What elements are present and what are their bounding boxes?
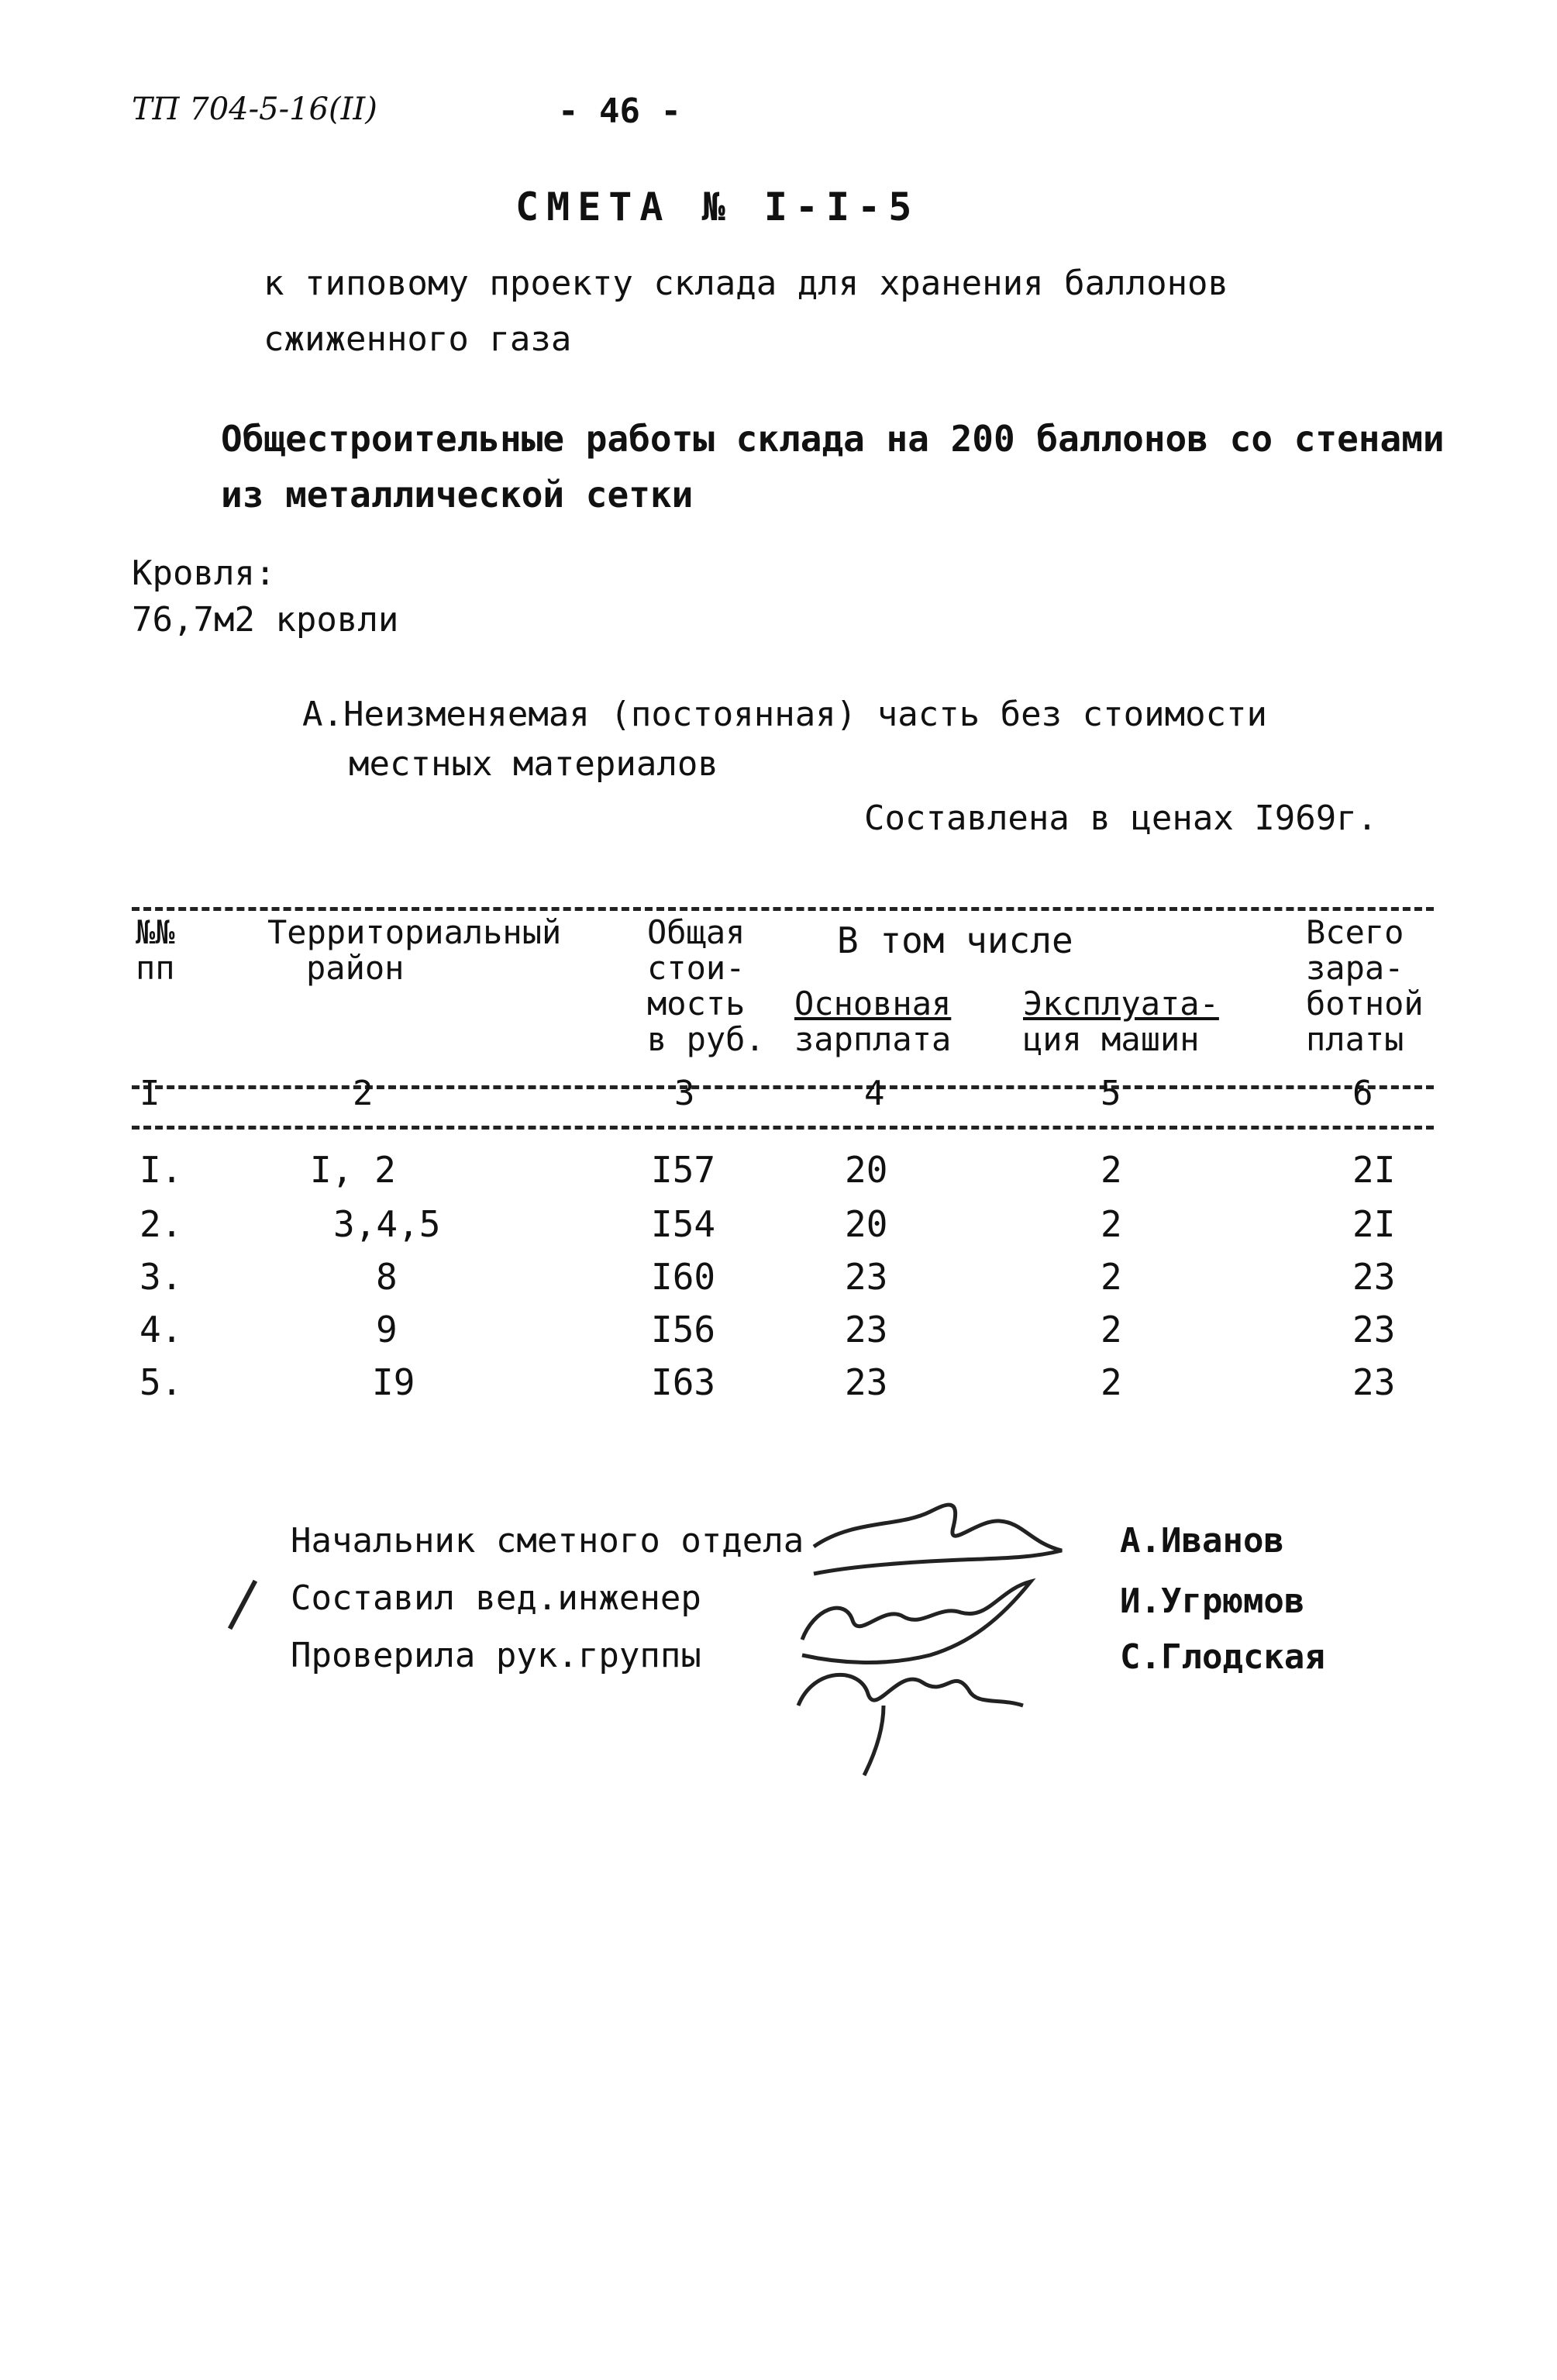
cell-salary: 2I — [1352, 1149, 1396, 1191]
cell-machines: 2 — [1101, 1309, 1122, 1350]
cell-num: 5. — [140, 1361, 183, 1403]
cell-total: I57 — [651, 1149, 716, 1191]
column-number: 3 — [674, 1074, 695, 1113]
work-title: Общестроительные работы склада на 200 баллонов со стенами из металлической сетки — [221, 418, 1445, 516]
table-row — [0, 1361, 1557, 1412]
cell-district: 8 — [376, 1256, 398, 1298]
section-line-2: местных материалов — [349, 744, 718, 784]
cell-num: 3. — [140, 1256, 183, 1298]
signature-role: Начальник сметного отдела — [291, 1521, 804, 1561]
column-number: 4 — [864, 1074, 885, 1113]
cell-total: I63 — [651, 1361, 716, 1403]
cell-num: 2. — [140, 1203, 183, 1245]
cell-salary: 23 — [1352, 1361, 1396, 1403]
slash-mark — [228, 1580, 257, 1630]
cell-district: I, 2 — [310, 1149, 396, 1191]
header-num: №№ пп — [136, 913, 175, 987]
signature-name: С.Глодская — [1120, 1637, 1325, 1677]
signature-role: Проверила рук.группы — [291, 1636, 701, 1675]
header-including: В том числе — [837, 919, 1073, 961]
cell-salary: 23 — [1352, 1309, 1396, 1350]
cell-salary: 23 — [1352, 1256, 1396, 1298]
cell-total: I54 — [651, 1203, 716, 1245]
cell-base: 23 — [845, 1309, 888, 1350]
cell-district: 9 — [376, 1309, 398, 1350]
section-line-1: А.Неизменяемая (постоянная) часть без стоимости — [302, 695, 1268, 734]
table-row — [0, 1256, 1557, 1307]
document-code: ТП 704-5-16(II) — [132, 91, 377, 127]
header-total-cost: Общая стои- мость в руб. — [647, 913, 765, 1058]
table-row — [0, 1203, 1557, 1254]
page-subtitle: к типовому проекту склада для хранения баллонов сжиженного газа — [264, 264, 1229, 359]
cell-base: 20 — [845, 1203, 888, 1245]
cell-machines: 2 — [1101, 1149, 1122, 1191]
cell-base: 20 — [845, 1149, 888, 1191]
cell-district: I9 — [372, 1361, 415, 1403]
page-number: - 46 - — [558, 91, 681, 131]
roof-info — [132, 550, 398, 643]
cell-base: 23 — [845, 1361, 888, 1403]
signature-name: И.Угрюмов — [1120, 1581, 1305, 1621]
column-number-rule-top — [132, 1085, 1434, 1089]
table-row — [0, 1309, 1557, 1360]
column-number: 5 — [1101, 1074, 1121, 1113]
column-number: 6 — [1352, 1074, 1373, 1113]
cell-num: I. — [140, 1149, 183, 1191]
signature-role: Составил вед.инженер — [291, 1578, 701, 1618]
roof-value: 76,7м2 кровли — [132, 600, 399, 640]
column-number: 2 — [353, 1074, 374, 1113]
cell-num: 4. — [140, 1309, 183, 1350]
page-title: СМЕТА № I-I-5 — [515, 185, 920, 229]
handwritten-signatures — [767, 1473, 1101, 1783]
cell-machines: 2 — [1101, 1361, 1122, 1403]
roof-label: Кровля: — [132, 554, 276, 593]
cell-total: I60 — [651, 1256, 716, 1298]
header-machine-ops: Эксплуата- ция машин — [1023, 985, 1219, 1058]
header-base-salary: Основная зарплата — [794, 985, 952, 1058]
cell-machines: 2 — [1101, 1256, 1122, 1298]
prices-note: Составлена в ценах I969г. — [864, 799, 1378, 838]
section-heading — [302, 690, 1267, 789]
header-total-salary: Всего зара- ботной платы — [1306, 913, 1424, 1058]
column-number-rule-bottom — [132, 1126, 1434, 1130]
cell-total: I56 — [651, 1309, 716, 1350]
table-row — [0, 1149, 1557, 1200]
cell-base: 23 — [845, 1256, 888, 1298]
cell-machines: 2 — [1101, 1203, 1122, 1245]
cell-salary: 2I — [1352, 1203, 1396, 1245]
table-top-rule — [132, 907, 1434, 911]
cell-district: 3,4,5 — [333, 1203, 441, 1245]
header-district: Территориальный район — [267, 913, 562, 987]
signature-name: А.Иванов — [1120, 1521, 1284, 1561]
column-number: I — [140, 1074, 160, 1113]
